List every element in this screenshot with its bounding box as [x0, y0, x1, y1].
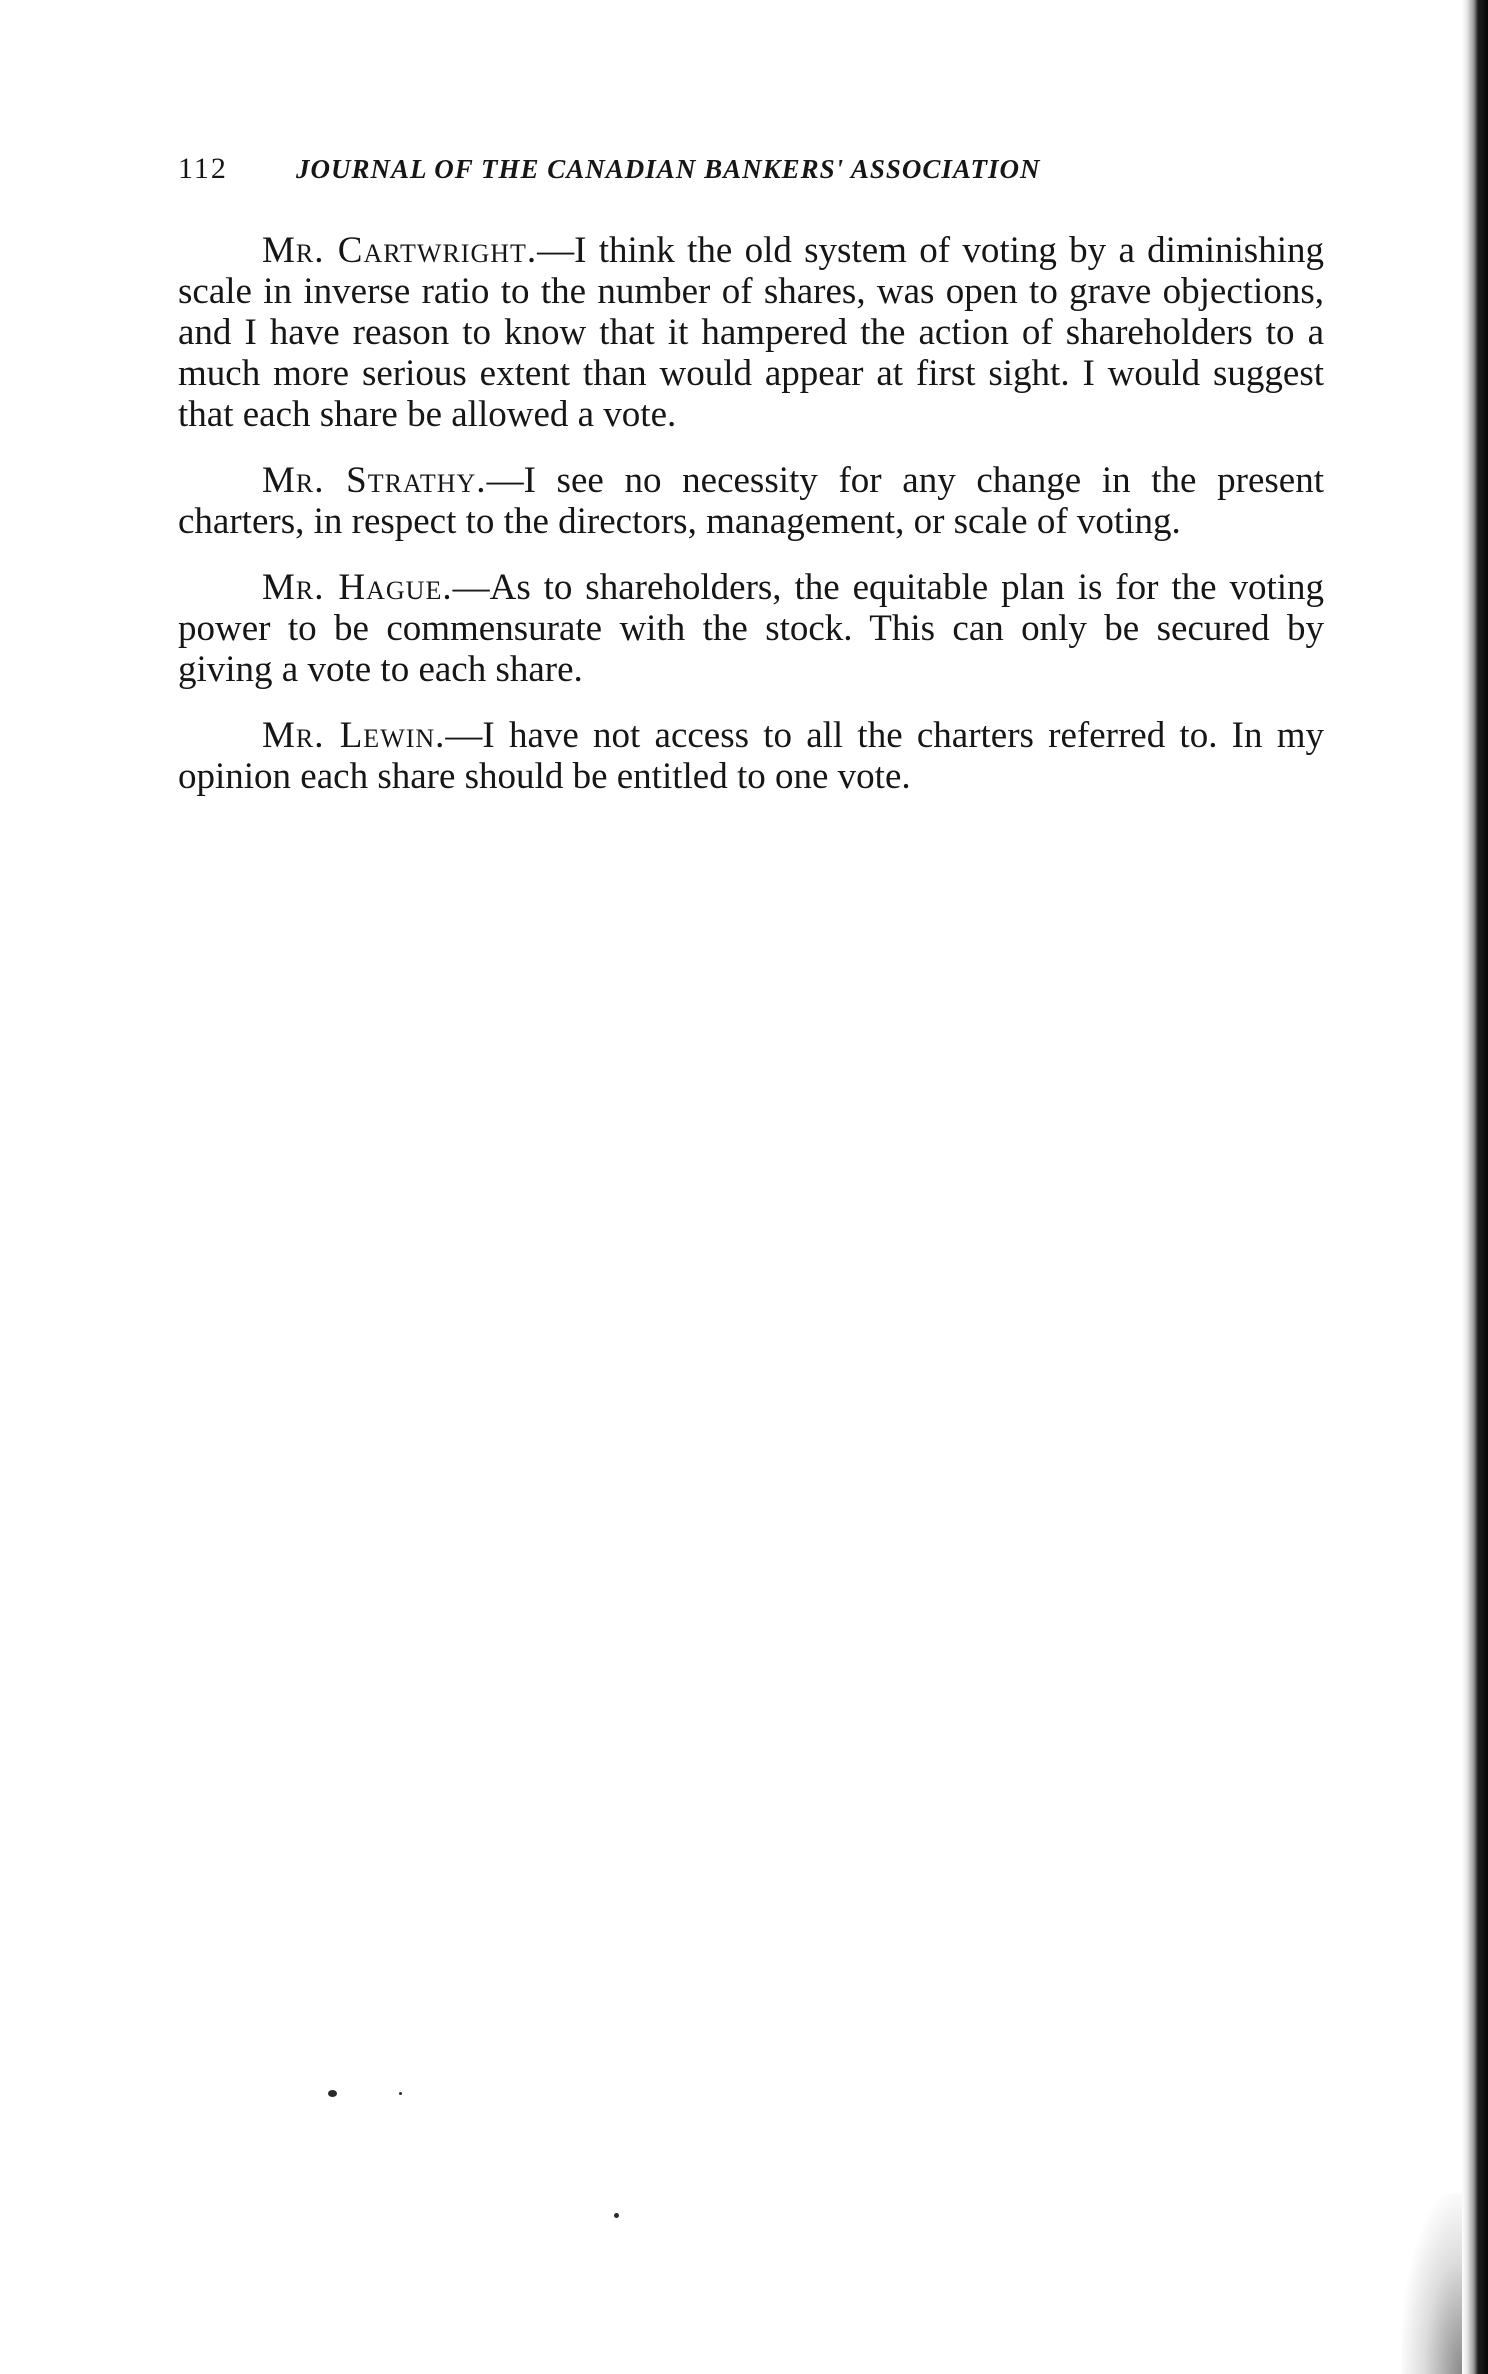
binding-shadow: [1402, 2194, 1462, 2374]
speaker-name: Mr. Strathy.: [262, 460, 487, 501]
page-number: 112: [178, 152, 228, 185]
speaker-name: Mr. Hague.: [262, 567, 453, 608]
paragraph-lewin: [178, 715, 1324, 797]
paragraph-cartwright: [178, 230, 1324, 435]
scan-speck: [328, 2090, 337, 2097]
journal-title: JOURNAL OF THE CANADIAN BANKERS' ASSOCIATION: [296, 154, 1041, 184]
body-text: [178, 230, 1324, 822]
paragraph-text: —I have not access to all the charters referred to. In my opinion each share should be entitled to one vote.: [178, 715, 1324, 797]
paragraph-text: —I think the old system of voting by a diminishing scale in inverse ratio to the number of shares, was open to grave objections, and I have reason to know that it hampered the action of shareholders to a much more serious extent than would appear at first sight. I would suggest that each share be allowed a vote.: [178, 230, 1324, 435]
paragraph-strathy: [178, 460, 1324, 542]
speaker-name: Mr. Lewin.: [262, 715, 446, 756]
running-header: [178, 152, 1208, 202]
scan-speck: [614, 2213, 619, 2218]
paragraph-text: —As to shareholders, the equitable plan is for the voting power to be commensurate with the stock. This can only be secured by giving a vote to each share.: [178, 567, 1325, 690]
paragraph-text: —I see no necessity for any change in the present charters, in respect to the directors, management, or scale of voting.: [178, 460, 1324, 542]
scan-speck: [399, 2092, 402, 2095]
speaker-name: Mr. Cartwright.: [262, 230, 538, 271]
binding-edge: [1462, 0, 1488, 2374]
paragraph-hague: [178, 567, 1324, 690]
